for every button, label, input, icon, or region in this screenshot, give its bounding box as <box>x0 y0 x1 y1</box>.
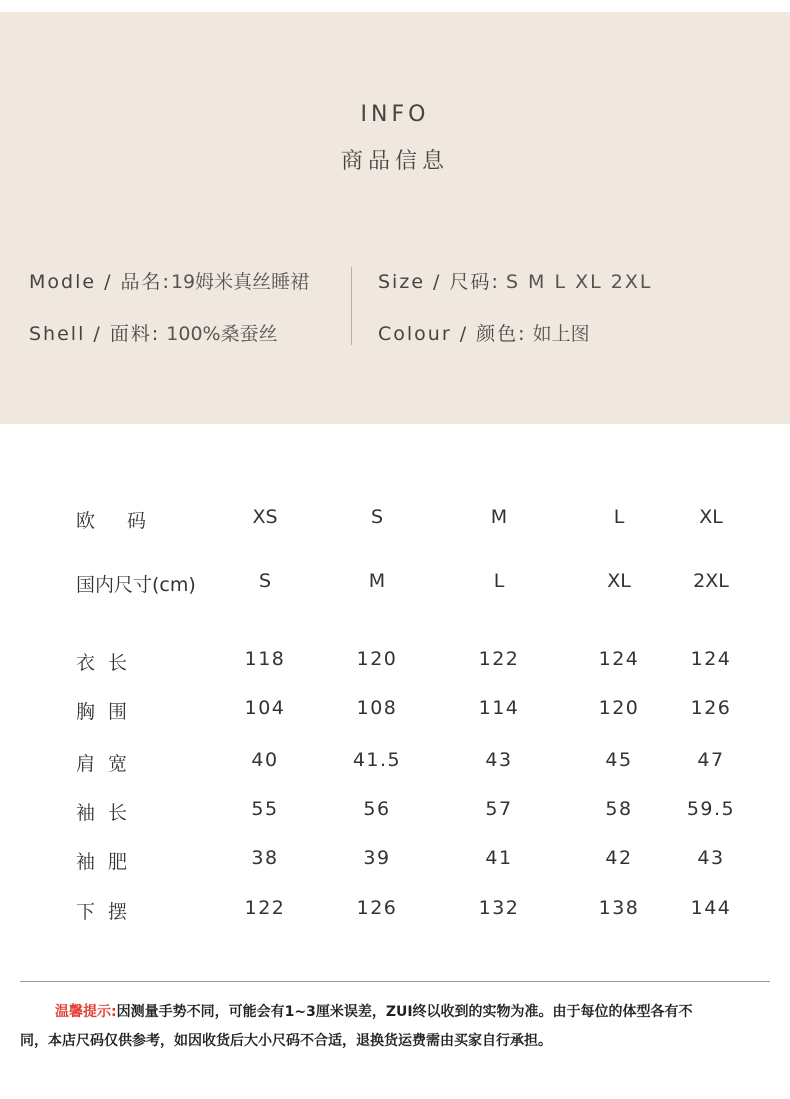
size-cell: L <box>613 506 625 528</box>
size-cell: M <box>368 570 386 592</box>
size-cell: S <box>370 506 384 528</box>
size-row-domestic-label: 国内尺寸(cm) <box>76 574 196 596</box>
size-cell: 138 <box>598 897 640 919</box>
size-cell: XL <box>607 570 631 592</box>
spec-shell <box>29 319 278 346</box>
size-cell: 58 <box>605 798 633 820</box>
size-row-measure-label: 肩宽 <box>76 753 141 775</box>
spec-colour <box>378 319 590 346</box>
size-cell: 132 <box>478 897 520 919</box>
size-cell: 38 <box>251 847 279 869</box>
size-cell: 126 <box>690 697 732 719</box>
size-cell: 108 <box>356 697 398 719</box>
size-cell: L <box>493 570 505 592</box>
spec-shell-label: Shell / 面料: <box>29 323 161 345</box>
size-cell: 104 <box>244 697 286 719</box>
spec-divider <box>351 267 352 345</box>
size-cell: 43 <box>485 749 513 771</box>
size-cell: XL <box>699 506 723 528</box>
size-cell: 114 <box>478 697 520 719</box>
size-cell: 120 <box>598 697 640 719</box>
size-cell: S <box>258 570 272 592</box>
size-row-measure-label: 下摆 <box>76 901 141 923</box>
spec-size <box>378 267 652 294</box>
size-cell: 122 <box>478 648 520 670</box>
size-cell: 118 <box>244 648 286 670</box>
spec-size-value: S M L XL 2XL <box>505 271 653 293</box>
size-cell: 122 <box>244 897 286 919</box>
size-cell: 39 <box>363 847 391 869</box>
notice <box>20 998 775 1056</box>
notice-line-1: 因测量手势不同，可能会有1~3厘米误差，ZUI终以收到的实物为准。由于每位的体型各有不 <box>116 1004 693 1020</box>
notice-warning-label: 温馨提示: <box>55 1004 117 1020</box>
size-cell: 40 <box>251 749 279 771</box>
size-row-measure-label: 袖长 <box>76 802 141 824</box>
spec-name-value: 19姆米真丝睡裙 <box>170 271 310 293</box>
size-row-measure-label: 衣长 <box>76 652 141 674</box>
size-cell: 124 <box>690 648 732 670</box>
size-cell: 45 <box>605 749 633 771</box>
info-band <box>0 12 790 424</box>
size-cell: 126 <box>356 897 398 919</box>
size-cell: 41.5 <box>352 749 402 771</box>
size-cell: 144 <box>690 897 732 919</box>
size-cell: 43 <box>697 847 725 869</box>
size-cell: 120 <box>356 648 398 670</box>
size-cell: 55 <box>251 798 279 820</box>
spec-colour-value: 如上图 <box>532 323 590 345</box>
spec-shell-value: 100%桑蚕丝 <box>166 323 278 345</box>
info-subtitle: 商品信息 <box>340 149 449 174</box>
size-row-measure-label: 胸围 <box>76 701 141 723</box>
size-cell: 57 <box>485 798 513 820</box>
size-cell: 2XL <box>693 570 729 592</box>
size-cell: M <box>490 506 508 528</box>
size-cell: 41 <box>485 847 513 869</box>
notice-divider <box>20 981 770 982</box>
size-row-european-label: 欧码 <box>76 510 179 532</box>
spec-colour-label: Colour / 颜色: <box>378 323 527 345</box>
size-cell: 59.5 <box>686 798 736 820</box>
size-cell: 124 <box>598 648 640 670</box>
spec-size-label: Size / 尺码: <box>378 271 500 293</box>
info-title: INFO <box>360 102 430 127</box>
size-cell: 42 <box>605 847 633 869</box>
size-cell: 56 <box>363 798 391 820</box>
spec-name-label: Modle / 品名: <box>29 271 171 293</box>
spec-product-name <box>29 267 309 294</box>
size-cell: XS <box>252 506 278 528</box>
size-cell: 47 <box>697 749 725 771</box>
size-row-measure-label: 袖肥 <box>76 851 141 873</box>
notice-line-2: 同，本店尺码仅供参考，如因收货后大小尺码不合适，退换货运费需由买家自行承担。 <box>20 1033 552 1049</box>
